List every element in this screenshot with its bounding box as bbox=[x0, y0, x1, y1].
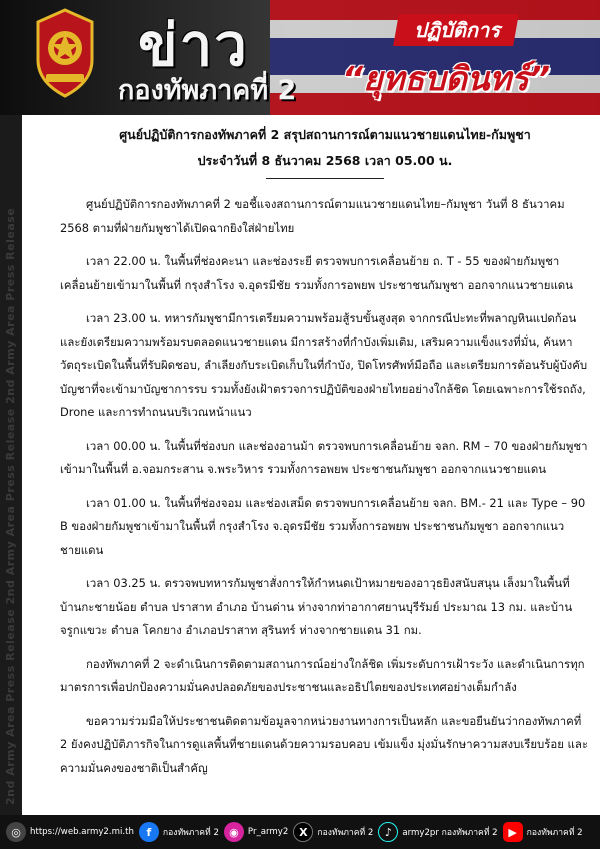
footer-facebook-label: กองทัพภาคที่ 2 bbox=[162, 828, 219, 838]
footer-youtube[interactable] bbox=[503, 822, 583, 842]
operation-label: ปฏิบัติการ bbox=[414, 18, 500, 42]
footer-facebook[interactable] bbox=[139, 822, 219, 842]
www-icon: ◎ bbox=[6, 822, 26, 842]
document-title-line-2: ประจำวันที่ 8 ธันวาคม 2568 เวลา 05.00 น. bbox=[197, 153, 453, 168]
news-title: ข่าว bbox=[138, 11, 249, 79]
footer-website-label: https://web.army2.mi.th bbox=[30, 827, 134, 837]
paragraph-0000: เวลา 00.00 น. ในพื้นที่ช่องบก และช่องอานม้า ตรวจพบการเคลื่อนย้าย จลก. RM – 70 ของฝ่ายกัมพูชา เข้ามาในพื้นที่ อ.จอมกระสาน จ.พระวิหาร รวมทั้งการอพยพ ประชาชนกัมพูชา ออกจากแนวชายแดน bbox=[60, 438, 588, 476]
paragraph-2200: เวลา 22.00 น. ในพื้นที่ช่องคะนา และช่องระยี ตรวจพบการเคลื่อนย้าย ถ. T - 55 ของฝ่ายกัมพูชา เคลื่อนย้ายเข้ามาในพื้นที่ กรุงสำโรง จ.อุดรมีชัย รวมทั้งการอพยพ ประชาชนกัมพูชา ออกจากแนวชายแดน bbox=[60, 254, 573, 292]
footer-website[interactable] bbox=[6, 822, 134, 842]
footer-x-label: กองทัพภาคที่ 2 bbox=[317, 828, 374, 838]
paragraph-public-request: ขอความร่วมมือให้ประชาชนติดตามข้อมูลจากหน่วยงานทางการเป็นหลัก และขอยืนยันว่ากองทัพภาคที่ 2 ยังคงปฏิบัติภารกิจในการดูแลพื้นที่ชายแดนด้วยความรอบคอบ เข้มแข็ง มุ่งมั่นรักษาความสงบเรียบร้อย และความมั่นคงของชาติเป็นสำคัญ bbox=[60, 713, 588, 775]
youtube-icon: ▶ bbox=[503, 822, 523, 842]
footer-x[interactable] bbox=[293, 822, 373, 842]
unit-title: กองทัพภาคที่ 2 bbox=[118, 75, 297, 106]
footer-instagram[interactable] bbox=[224, 822, 288, 842]
document-body bbox=[60, 122, 590, 790]
facebook-icon: f bbox=[139, 822, 159, 842]
army-emblem-icon bbox=[34, 8, 96, 98]
paragraph-intro: ศูนย์ปฏิบัติการกองทัพภาคที่ 2 ขอชี้แจงสถานการณ์ตามแนวชายแดนไทย–กัมพูชา วันที่ 8 ธันวาคม 2568 ตามที่ฝ่ายกัมพูชาได้เปิดฉากยิงใส่ฝ่ายไทย bbox=[60, 197, 565, 235]
operation-name: “ยุทธบดินทร์” bbox=[342, 59, 551, 98]
x-icon: X bbox=[293, 822, 313, 842]
paragraph-0325: เวลา 03.25 น. ตรวจพบทหารกัมพูชาสั่งการให้กำหนดเป้าหมายของอาวุธยิงสนับสนุน เล็งมาในพื้นที่บ้านกะชายน้อย ตำบล ปราสาท อำเภอ บ้านด่าน ห่างจากท่าอากาศยานบุรีรัมย์ ประมาณ 13 กม. และบ้านจรูกแขวะ ตำบล โคกยาง อำเภอปราสาท สุรินทร์ ห่างจากชายแดน 31 กม. bbox=[60, 576, 573, 637]
footer-youtube-label: กองทัพภาคที่ 2 bbox=[526, 828, 583, 838]
document-title-line-1: ศูนย์ปฏิบัติการกองทัพภาคที่ 2 สรุปสถานการณ์ตามแนวชายแดนไทย-กัมพูชา bbox=[119, 127, 531, 142]
footer-instagram-label: Pr_army2 bbox=[247, 827, 289, 837]
footer-tiktok-label: army2pr กองทัพภาคที่ 2 bbox=[402, 828, 498, 838]
paragraph-army-statement: กองทัพภาคที่ 2 จะดำเนินการติดตามสถานการณ์อย่างใกล้ชิด เพิ่มระดับการเฝ้าระวัง และดำเนินการทุกมาตรการเพื่อปกป้องความมั่นคงปลอดภัยของประชาชนและอธิปไตยของประเทศอย่างเต็มกำลัง bbox=[60, 656, 585, 694]
footer-tiktok[interactable] bbox=[378, 822, 497, 842]
header-banner bbox=[0, 0, 600, 115]
footer-social-bar bbox=[0, 815, 600, 849]
side-press-release-label: 2nd Army Area Press Release 2nd Army Area Press Release 2nd Army Area Press Release bbox=[4, 207, 17, 805]
tiktok-icon: ♪ bbox=[378, 822, 398, 842]
paragraph-2300: เวลา 23.00 น. ทหารกัมพูชามีการเตรียมความพร้อมสู้รบขั้นสูงสุด จากกรณีปะทะที่พลาญหินแปดก้อน และยังเตรียมความพร้อมรบตลอดแนวชายแดน มีการสร้างที่กำบังเพิ่มเติม, เสริมความแข็งแรงที่มั่น, ค้นหาวัตถุระเบิดในพื้นที่รับผิดชอบ, ลำเลียงกับระเบิดเก็บในที่กำบัง, ปิดโทรศัพท์มือถือ และเตรียมการต้อนรับผู้บังคับบัญชาที่จะเข้ามาบัญชาการรบ รวมทั้งยังเฝ้าตรวจการปฏิบัติของฝ่ายไทยอย่างใกล้ชิด โดยเฉพาะการใช้รถถัง, Drone และการทำถนนบริเวณหน้าแนว bbox=[60, 311, 588, 419]
paragraph-0100: เวลา 01.00 น. ในพื้นที่ช่องจอม และช่องเสม็ด ตรวจพบการเคลื่อนย้าย จลก. BM.- 21 และ Type – 90 B ของฝ่ายกัมพูชาเข้ามาในพื้นที่ กรุงสำโรง จ.อุดรมีชัย รวมทั้งการอพยพ ประชาชนกัมพูชา ออกจากแนวชายแดน bbox=[60, 495, 586, 557]
instagram-icon: ◉ bbox=[224, 822, 244, 842]
side-strip bbox=[0, 115, 22, 815]
title-divider bbox=[266, 178, 384, 179]
